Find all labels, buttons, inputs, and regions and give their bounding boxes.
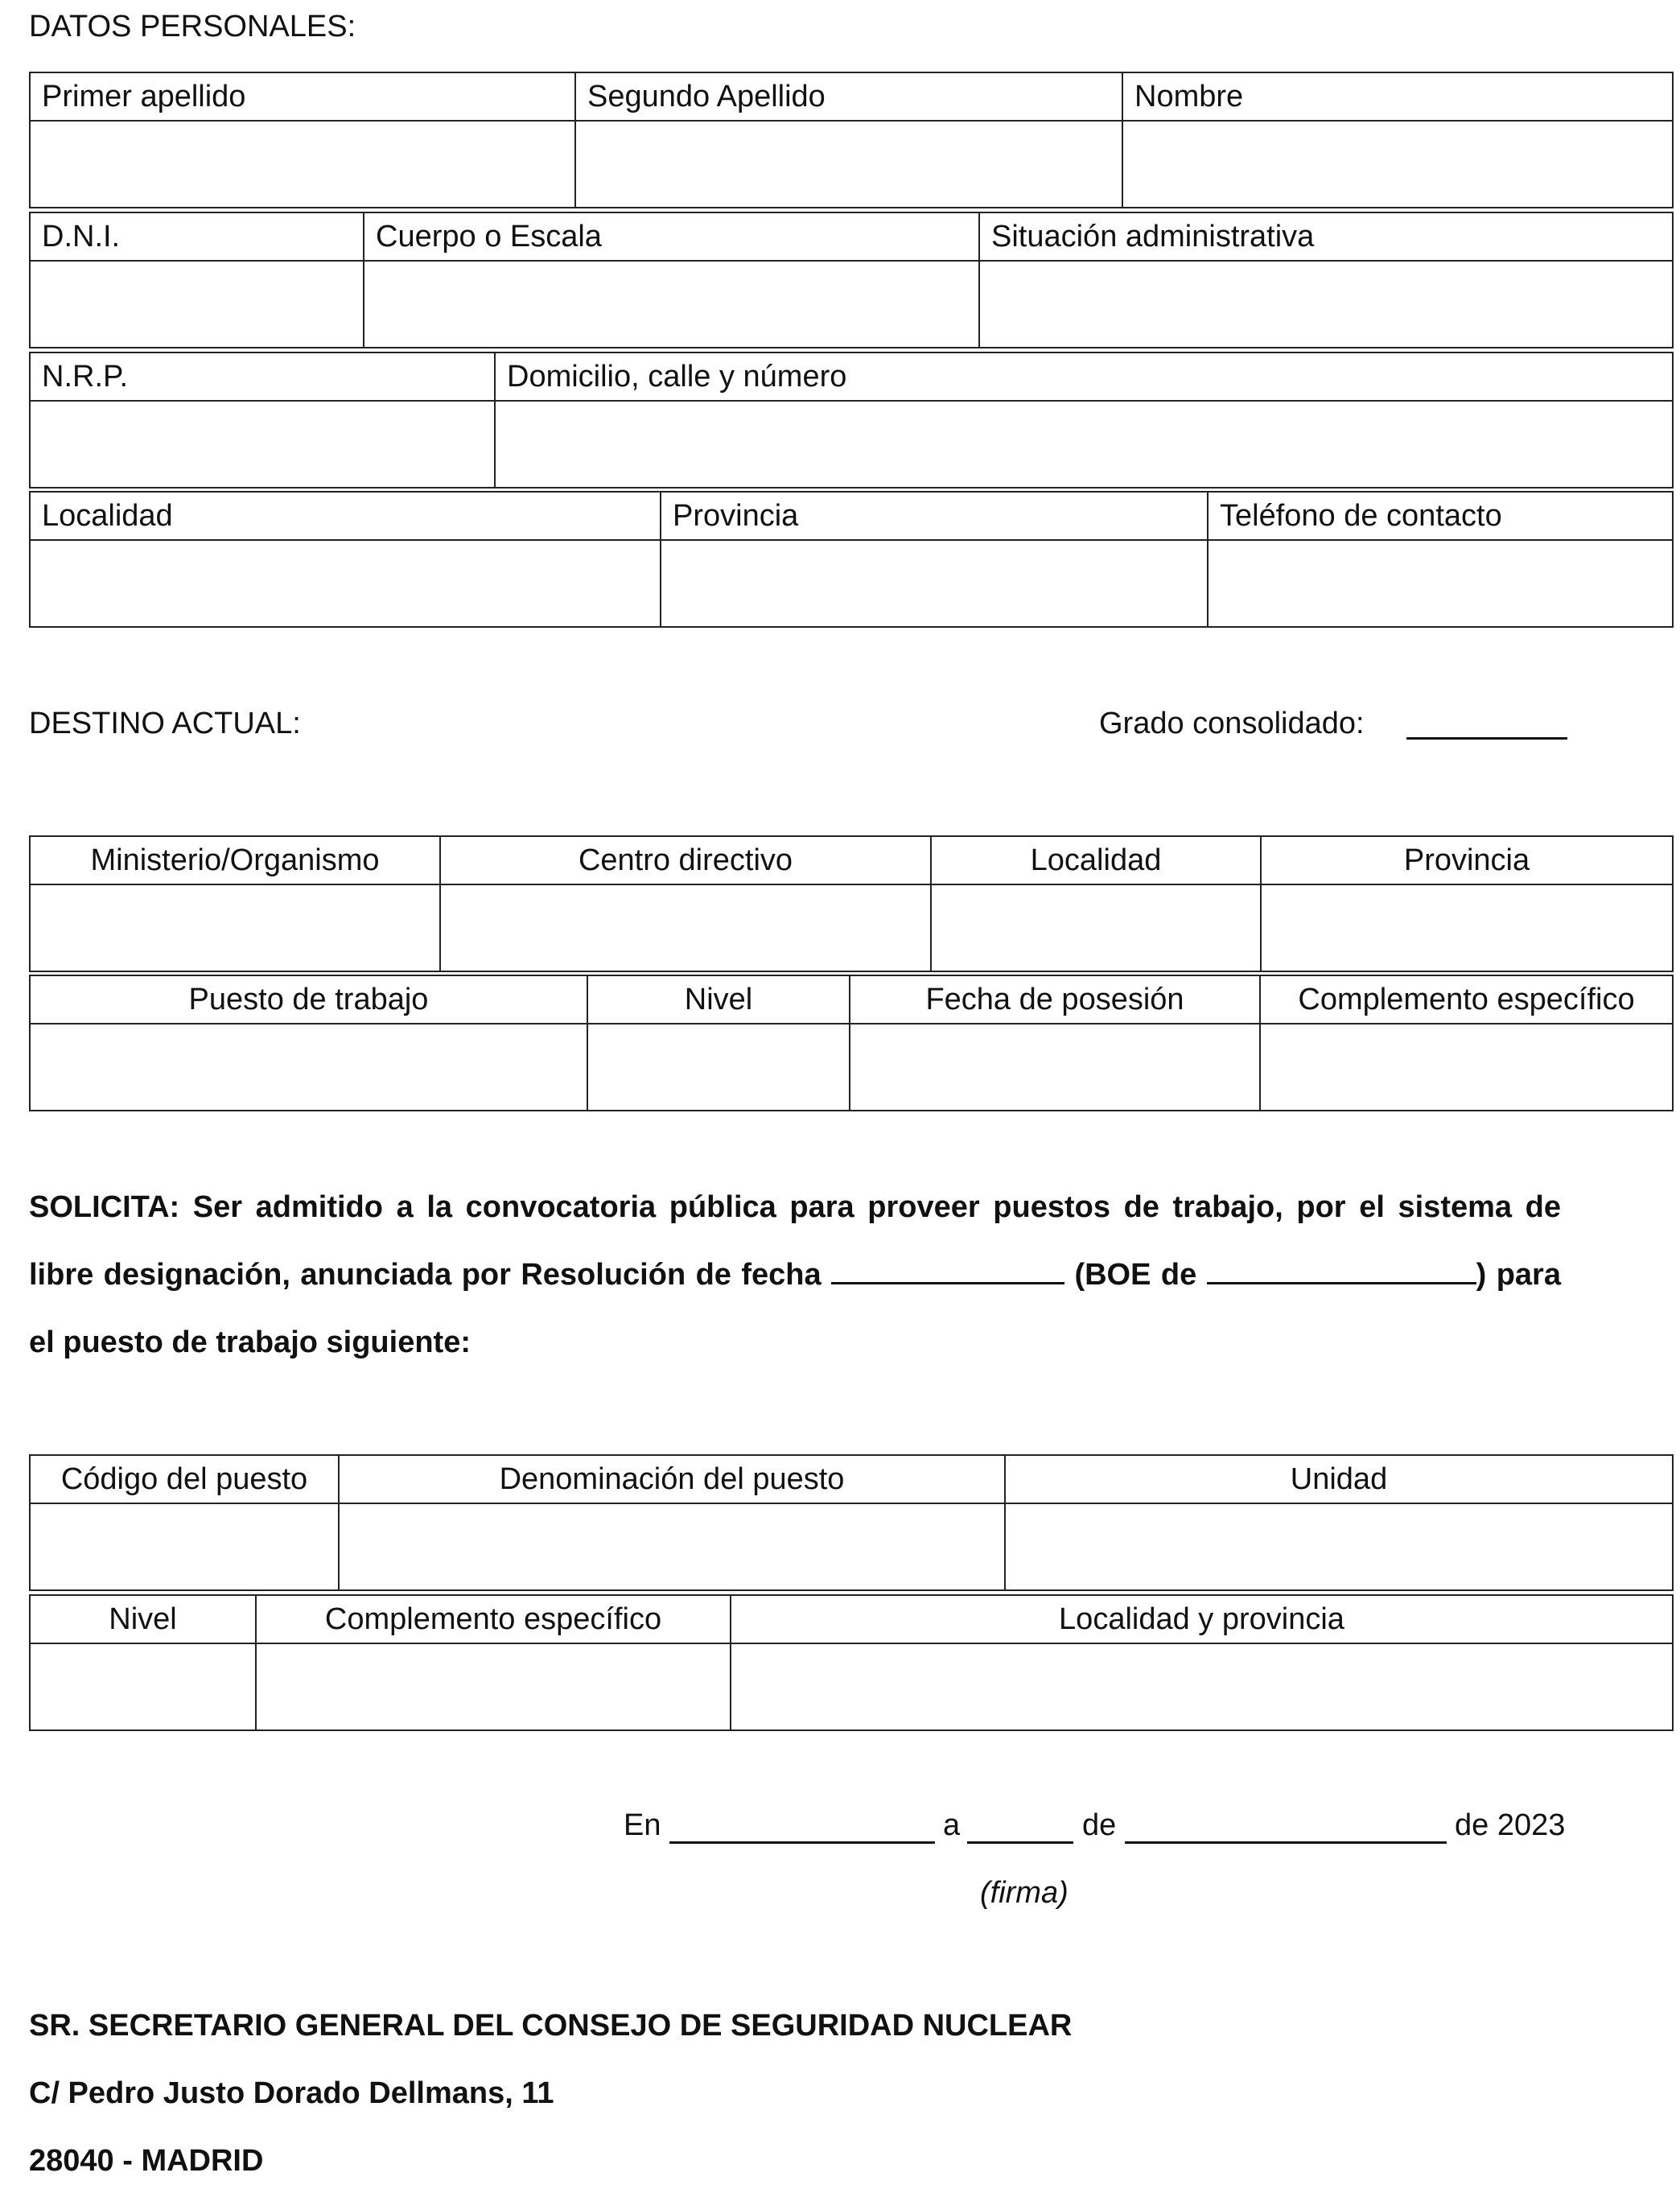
label-localidad-provincia: Localidad y provincia bbox=[731, 1595, 1673, 1643]
field-localidad[interactable] bbox=[30, 540, 661, 627]
grado-consolidado-field[interactable] bbox=[1406, 737, 1567, 740]
signature-month-field[interactable] bbox=[1125, 1841, 1447, 1844]
puesto-table-row2 bbox=[29, 1594, 1674, 1731]
recipient-line1: SR. SECRETARIO GENERAL DEL CONSEJO DE SEGURIDAD NUCLEAR bbox=[29, 2009, 1073, 2043]
solicita-text3: ) para el puesto de trabajo siguiente: bbox=[29, 1258, 1561, 1359]
personal-table-row2 bbox=[29, 212, 1674, 348]
signature-place-field[interactable] bbox=[669, 1841, 935, 1844]
field-domicilio[interactable] bbox=[495, 401, 1673, 488]
recipient-line3: 28040 - MADRID bbox=[29, 2144, 264, 2178]
field-destino-nivel[interactable] bbox=[587, 1024, 850, 1111]
label-denominacion-puesto: Denominación del puesto bbox=[339, 1455, 1005, 1503]
label-provincia: Provincia bbox=[661, 492, 1208, 540]
label-cuerpo-escala: Cuerpo o Escala bbox=[364, 212, 979, 261]
field-denominacion-puesto[interactable] bbox=[339, 1503, 1005, 1590]
field-telefono[interactable] bbox=[1208, 540, 1673, 627]
field-puesto-nivel[interactable] bbox=[30, 1643, 256, 1730]
field-segundo-apellido[interactable] bbox=[575, 121, 1122, 208]
signature-year-label: de 2023 bbox=[1455, 1808, 1566, 1842]
field-ministerio[interactable] bbox=[30, 884, 440, 971]
label-destino-complemento: Complemento específico bbox=[1260, 975, 1673, 1024]
label-domicilio: Domicilio, calle y número bbox=[495, 352, 1673, 401]
label-puesto-trabajo: Puesto de trabajo bbox=[30, 975, 587, 1024]
solicita-lead: SOLICITA: bbox=[29, 1190, 180, 1224]
label-localidad: Localidad bbox=[30, 492, 661, 540]
field-localidad-provincia[interactable] bbox=[731, 1643, 1673, 1730]
field-centro-directivo[interactable] bbox=[440, 884, 931, 971]
solicita-paragraph bbox=[29, 1173, 1561, 1376]
destino-table-row1 bbox=[29, 835, 1674, 972]
label-puesto-complemento: Complemento específico bbox=[256, 1595, 731, 1643]
personal-table-row1 bbox=[29, 72, 1674, 208]
field-primer-apellido[interactable] bbox=[30, 121, 575, 208]
label-nombre: Nombre bbox=[1122, 72, 1673, 121]
label-telefono: Teléfono de contacto bbox=[1208, 492, 1673, 540]
label-destino-nivel: Nivel bbox=[587, 975, 850, 1024]
field-nombre[interactable] bbox=[1122, 121, 1673, 208]
label-unidad: Unidad bbox=[1005, 1455, 1673, 1503]
label-destino-provincia: Provincia bbox=[1261, 836, 1673, 884]
field-codigo-puesto[interactable] bbox=[30, 1503, 339, 1590]
destino-heading: DESTINO ACTUAL: bbox=[29, 707, 301, 740]
signature-day-field[interactable] bbox=[967, 1841, 1073, 1844]
label-centro-directivo: Centro directivo bbox=[440, 836, 931, 884]
signature-de-label: de bbox=[1082, 1808, 1117, 1842]
label-destino-localidad: Localidad bbox=[931, 836, 1261, 884]
personal-heading: DATOS PERSONALES: bbox=[29, 10, 356, 43]
field-unidad[interactable] bbox=[1005, 1503, 1673, 1590]
destino-table-row2 bbox=[29, 975, 1674, 1111]
puesto-table-row1 bbox=[29, 1454, 1674, 1591]
field-destino-localidad[interactable] bbox=[931, 884, 1261, 971]
recipient-line2: C/ Pedro Justo Dorado Dellmans, 11 bbox=[29, 2076, 554, 2110]
field-puesto-trabajo[interactable] bbox=[30, 1024, 587, 1111]
boe-fecha-field[interactable] bbox=[1207, 1281, 1476, 1284]
solicita-text2: (BOE de bbox=[1074, 1258, 1197, 1292]
field-destino-complemento[interactable] bbox=[1260, 1024, 1673, 1111]
field-fecha-posesion[interactable] bbox=[850, 1024, 1260, 1111]
label-ministerio: Ministerio/Organismo bbox=[30, 836, 440, 884]
label-dni: D.N.I. bbox=[30, 212, 364, 261]
resolucion-fecha-field[interactable] bbox=[831, 1281, 1064, 1284]
label-situacion-administrativa: Situación administrativa bbox=[979, 212, 1673, 261]
label-codigo-puesto: Código del puesto bbox=[30, 1455, 339, 1503]
field-dni[interactable] bbox=[30, 261, 364, 348]
field-situacion-administrativa[interactable] bbox=[979, 261, 1673, 348]
personal-table-row4 bbox=[29, 491, 1674, 628]
grado-consolidado-label: Grado consolidado: bbox=[1099, 707, 1365, 740]
field-cuerpo-escala[interactable] bbox=[364, 261, 979, 348]
field-provincia[interactable] bbox=[661, 540, 1208, 627]
field-nrp[interactable] bbox=[30, 401, 495, 488]
label-segundo-apellido: Segundo Apellido bbox=[575, 72, 1122, 121]
solicita-text1: Ser admitido a la convocatoria pública para proveer puestos de trabajo, por el sistema de libre designación, anunciada por Resolución de fecha bbox=[29, 1190, 1561, 1292]
label-fecha-posesion: Fecha de posesión bbox=[850, 975, 1260, 1024]
label-nrp: N.R.P. bbox=[30, 352, 495, 401]
personal-table-row3 bbox=[29, 352, 1674, 489]
label-puesto-nivel: Nivel bbox=[30, 1595, 256, 1643]
signature-en-label: En bbox=[624, 1808, 661, 1842]
field-destino-provincia[interactable] bbox=[1261, 884, 1673, 971]
signature-a-label: a bbox=[943, 1808, 961, 1842]
firma-label: (firma) bbox=[980, 1876, 1069, 1910]
label-primer-apellido: Primer apellido bbox=[30, 72, 575, 121]
field-puesto-complemento[interactable] bbox=[256, 1643, 731, 1730]
